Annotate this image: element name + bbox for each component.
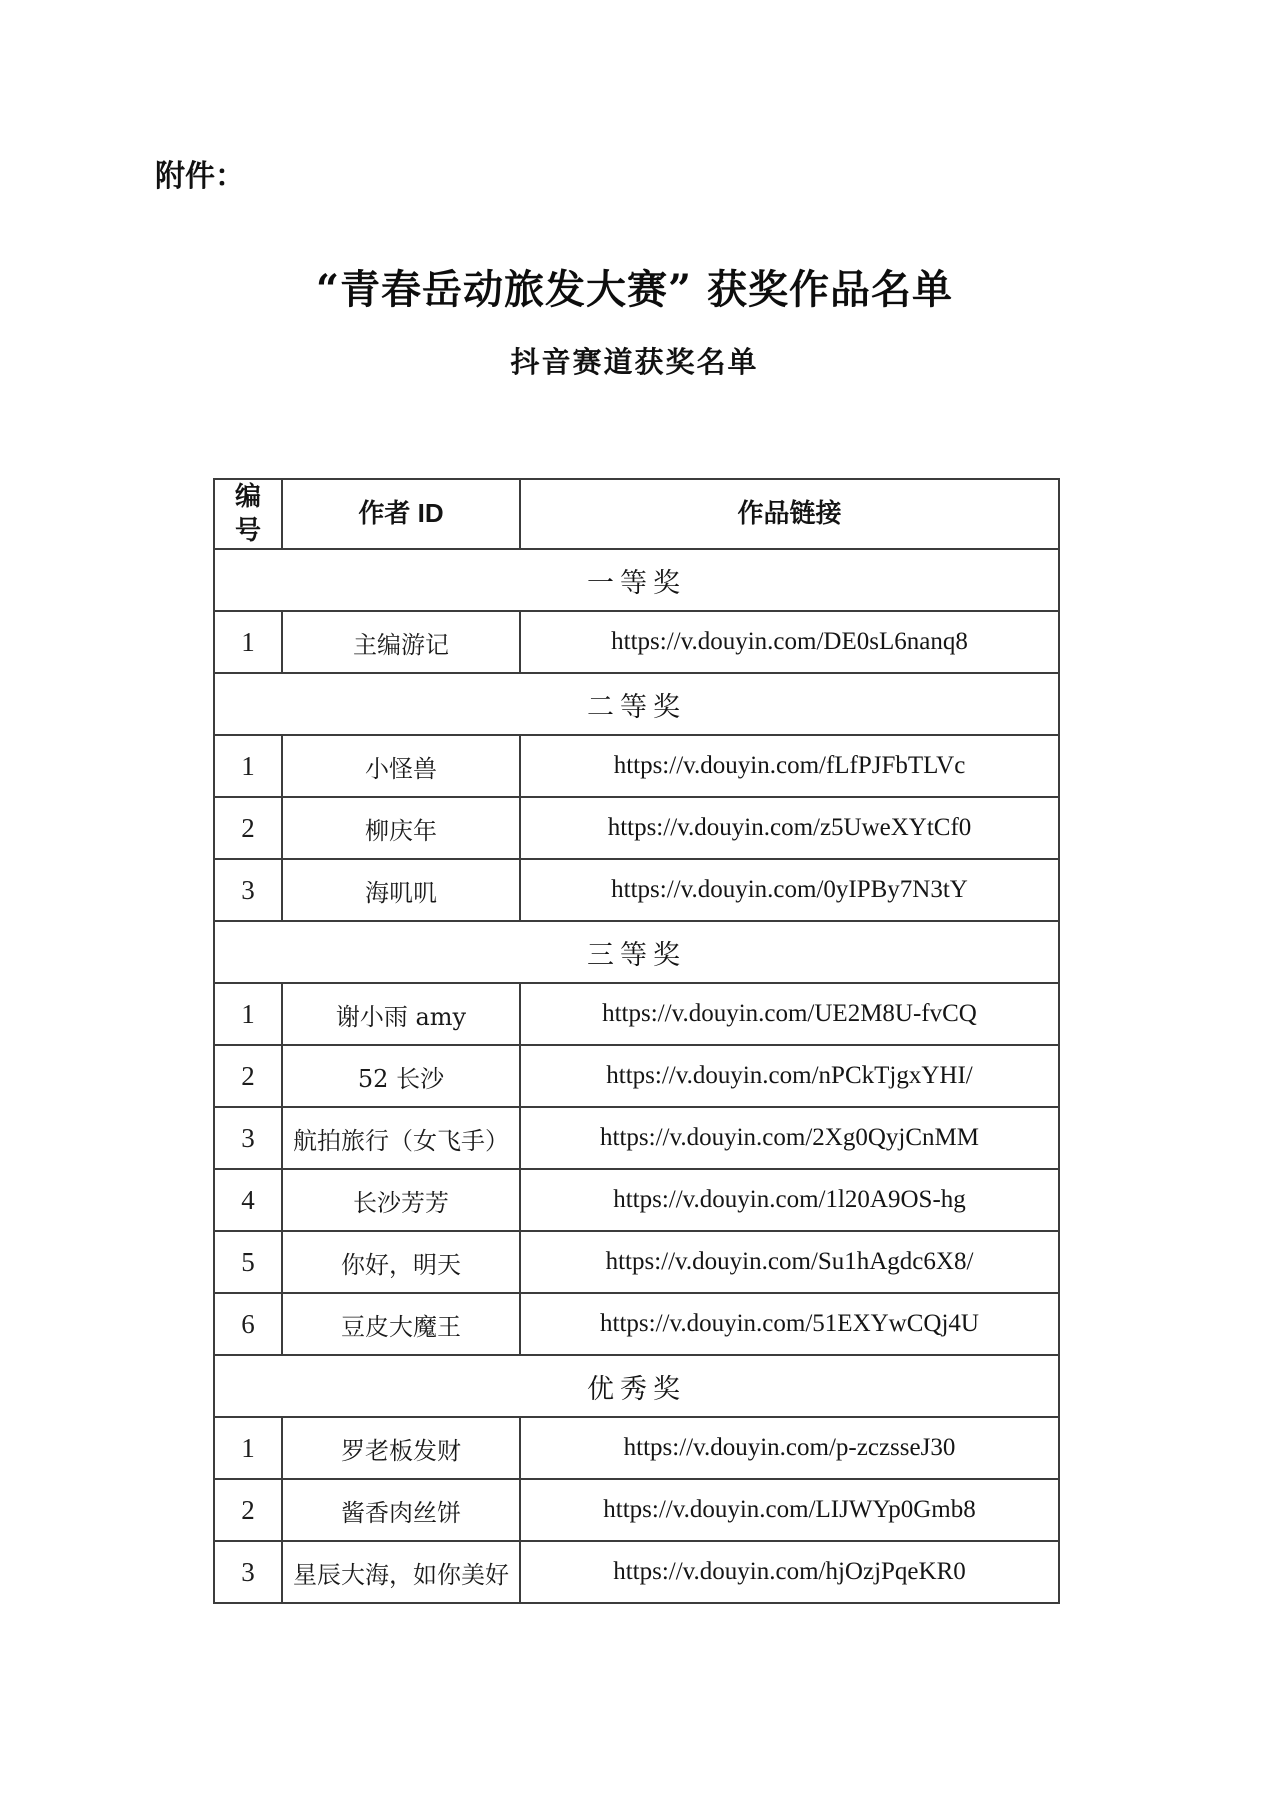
table-row — [214, 797, 1059, 859]
work-link: https://v.douyin.com/fLfPJFbTLVc — [520, 735, 1059, 797]
section-row-first-prize — [214, 549, 1059, 611]
award-winners-table — [213, 478, 1060, 1604]
column-header-work-link: 作品链接 — [520, 479, 1059, 549]
row-number: 2 — [214, 1045, 282, 1107]
author-id: 长沙芳芳 — [282, 1169, 520, 1231]
author-id: 52 长沙 — [282, 1045, 520, 1107]
row-number: 1 — [214, 1417, 282, 1479]
row-number: 3 — [214, 859, 282, 921]
author-id: 小怪兽 — [282, 735, 520, 797]
author-id: 酱香肉丝饼 — [282, 1479, 520, 1541]
table-row — [214, 1107, 1059, 1169]
author-id: 主编游记 — [282, 611, 520, 673]
award-section-label: 三等奖 — [214, 921, 1059, 983]
row-number: 4 — [214, 1169, 282, 1231]
award-section-label: 二等奖 — [214, 673, 1059, 735]
work-link: https://v.douyin.com/0yIPBy7N3tY — [520, 859, 1059, 921]
row-number: 1 — [214, 611, 282, 673]
row-number: 3 — [214, 1107, 282, 1169]
table-row — [214, 1231, 1059, 1293]
author-id: 谢小雨 amy — [282, 983, 520, 1045]
page-title: “青春岳动旅发大赛” 获奖作品名单 — [316, 266, 953, 313]
work-link: https://v.douyin.com/DE0sL6nanq8 — [520, 611, 1059, 673]
work-link: https://v.douyin.com/UE2M8U-fvCQ — [520, 983, 1059, 1045]
author-id: 海叽叽 — [282, 859, 520, 921]
table-header-row — [214, 479, 1059, 549]
author-id: 星辰大海，如你美好 — [282, 1541, 520, 1603]
work-link: https://v.douyin.com/1l20A9OS-hg — [520, 1169, 1059, 1231]
work-link: https://v.douyin.com/p-zczsseJ30 — [520, 1417, 1059, 1479]
table-row — [214, 1045, 1059, 1107]
author-id: 罗老板发财 — [282, 1417, 520, 1479]
author-id: 豆皮大魔王 — [282, 1293, 520, 1355]
column-header-number: 编号 — [214, 479, 282, 549]
row-number: 3 — [214, 1541, 282, 1603]
page-subtitle: 抖音赛道获奖名单 — [510, 347, 759, 379]
work-link: https://v.douyin.com/LIJWYp0Gmb8 — [520, 1479, 1059, 1541]
section-row-third-prize — [214, 921, 1059, 983]
section-row-second-prize — [214, 673, 1059, 735]
author-id: 航拍旅行（女飞手） — [282, 1107, 520, 1169]
work-link: https://v.douyin.com/2Xg0QyjCnMM — [520, 1107, 1059, 1169]
table-row — [214, 611, 1059, 673]
work-link: https://v.douyin.com/z5UweXYtCf0 — [520, 797, 1059, 859]
table-row — [214, 983, 1059, 1045]
award-section-label: 优秀奖 — [214, 1355, 1059, 1417]
row-number: 1 — [214, 983, 282, 1045]
work-link: https://v.douyin.com/Su1hAgdc6X8/ — [520, 1231, 1059, 1293]
row-number: 2 — [214, 797, 282, 859]
table-row — [214, 1293, 1059, 1355]
author-id: 你好，明天 — [282, 1231, 520, 1293]
table-row — [214, 859, 1059, 921]
row-number: 6 — [214, 1293, 282, 1355]
attachment-label: 附件： — [155, 160, 245, 193]
row-number: 2 — [214, 1479, 282, 1541]
table-row — [214, 1169, 1059, 1231]
table-row — [214, 1417, 1059, 1479]
section-row-excellence-prize — [214, 1355, 1059, 1417]
author-id: 柳庆年 — [282, 797, 520, 859]
row-number: 1 — [214, 735, 282, 797]
table-row — [214, 735, 1059, 797]
table-row — [214, 1541, 1059, 1603]
column-header-author-id: 作者 ID — [282, 479, 520, 549]
work-link: https://v.douyin.com/51EXYwCQj4U — [520, 1293, 1059, 1355]
row-number: 5 — [214, 1231, 282, 1293]
table-row — [214, 1479, 1059, 1541]
award-section-label: 一等奖 — [214, 549, 1059, 611]
work-link: https://v.douyin.com/hjOzjPqeKR0 — [520, 1541, 1059, 1603]
work-link: https://v.douyin.com/nPCkTjgxYHI/ — [520, 1045, 1059, 1107]
